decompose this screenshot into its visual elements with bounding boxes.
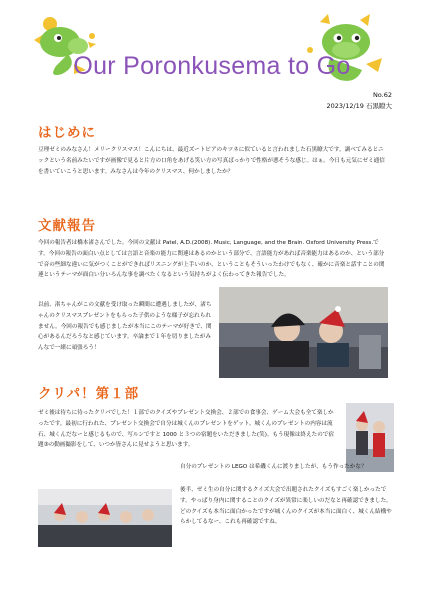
seminar-group-photo [38, 489, 172, 547]
santa-hat-students-photo [219, 287, 388, 378]
date-author: 2023/12/19 石黒瞭大 [326, 102, 392, 110]
party-paragraph-2: 自分のプレゼントの LEGO は希磯くんに渡りましたが、もう作ったかな？ [180, 464, 367, 470]
party-paragraph-1: ゼミ後は待ちに待ったクリパでした！１部でのクイズやプレゼント交換会、２部での食事会、ゲーム大会も全て楽しかったです。最初に行われた、プレゼント交換会で自分は城くんのプレゼントをゲット。城くんのプレゼントの内容は流石、城くんだなーと感じるもので、写ルンですと 1000 と３つの宿題をいただきました(笑)。もう現像は終えたので宿題③の動画撮影をして、いつか皆さんに見せようと思います。 [38, 410, 334, 449]
section-heading-literature: 文献報告 [38, 218, 96, 234]
issue-number: No.62 [372, 91, 392, 99]
section-heading-intro: はじめに [38, 125, 96, 141]
party-paragraph-3: 後半、ゼミ生の自分に関するクイズ大会で出題されたクイズもすごく楽しかったです。やっぱり身内に関することのクイズが異常に楽しいのだなと再確認できました。どのクイズも本当に面白かったですが城くんのクイズが本当に面白く、城くん結構やらかしてるなー、これも再確認ですね。 [180, 487, 392, 526]
literature-paragraph-2: 以前、渚ちゃんがこの文献を受け取った瞬間に遭遇しましたが、渚ちゃんのクリスマスプレゼントをもらった子供のような様子が忘れられません。今回の報告でも感じましたが本当にこのテーマが好きで、関心があるんだろうなと感じています。卒論まで１年を切りましたがみんなで一緒に頑張ろう！ [38, 302, 212, 352]
literature-paragraph-1: 今回の報告者は橋本渚さんでした。今回の文献は Patel, A.D.(2008). Music, Language, and the Brain. Oxford University Press.です。今回の報告の面白い点としては言語と音楽の能力に関連はあるのかという部分で、言語能力があれば音楽能力はあるのか、という部分で音の些細な違いに気がつくことができればリスニングが上手いのか、ということもそういったわけでもなく、確かに音楽と話すことの関連というテーマが面白い分いろんな事を調べたくなるという気持ちがよく伝わってきた報告でした。 [38, 240, 385, 279]
newsletter-title: Our Poronkusema to Go [73, 52, 351, 80]
intro-paragraph: 豆理ゼミのみなさん！メリークリスマス！こんにちは、最近ズートピアのキツネに似ていると言われました石黒瞭大です。調べてみるとニックという名前みたいですが画像で見ると片方の口角をあげる笑い方の写真ばっかりで性格が悪そうな感じ。はぁ。今日も元気にゼミ通信を書いていこうと思います。みなさんは今年のクリスマス、何かしましたか？ [38, 147, 385, 175]
section-heading-party: クリパ！第１部 [38, 386, 140, 402]
